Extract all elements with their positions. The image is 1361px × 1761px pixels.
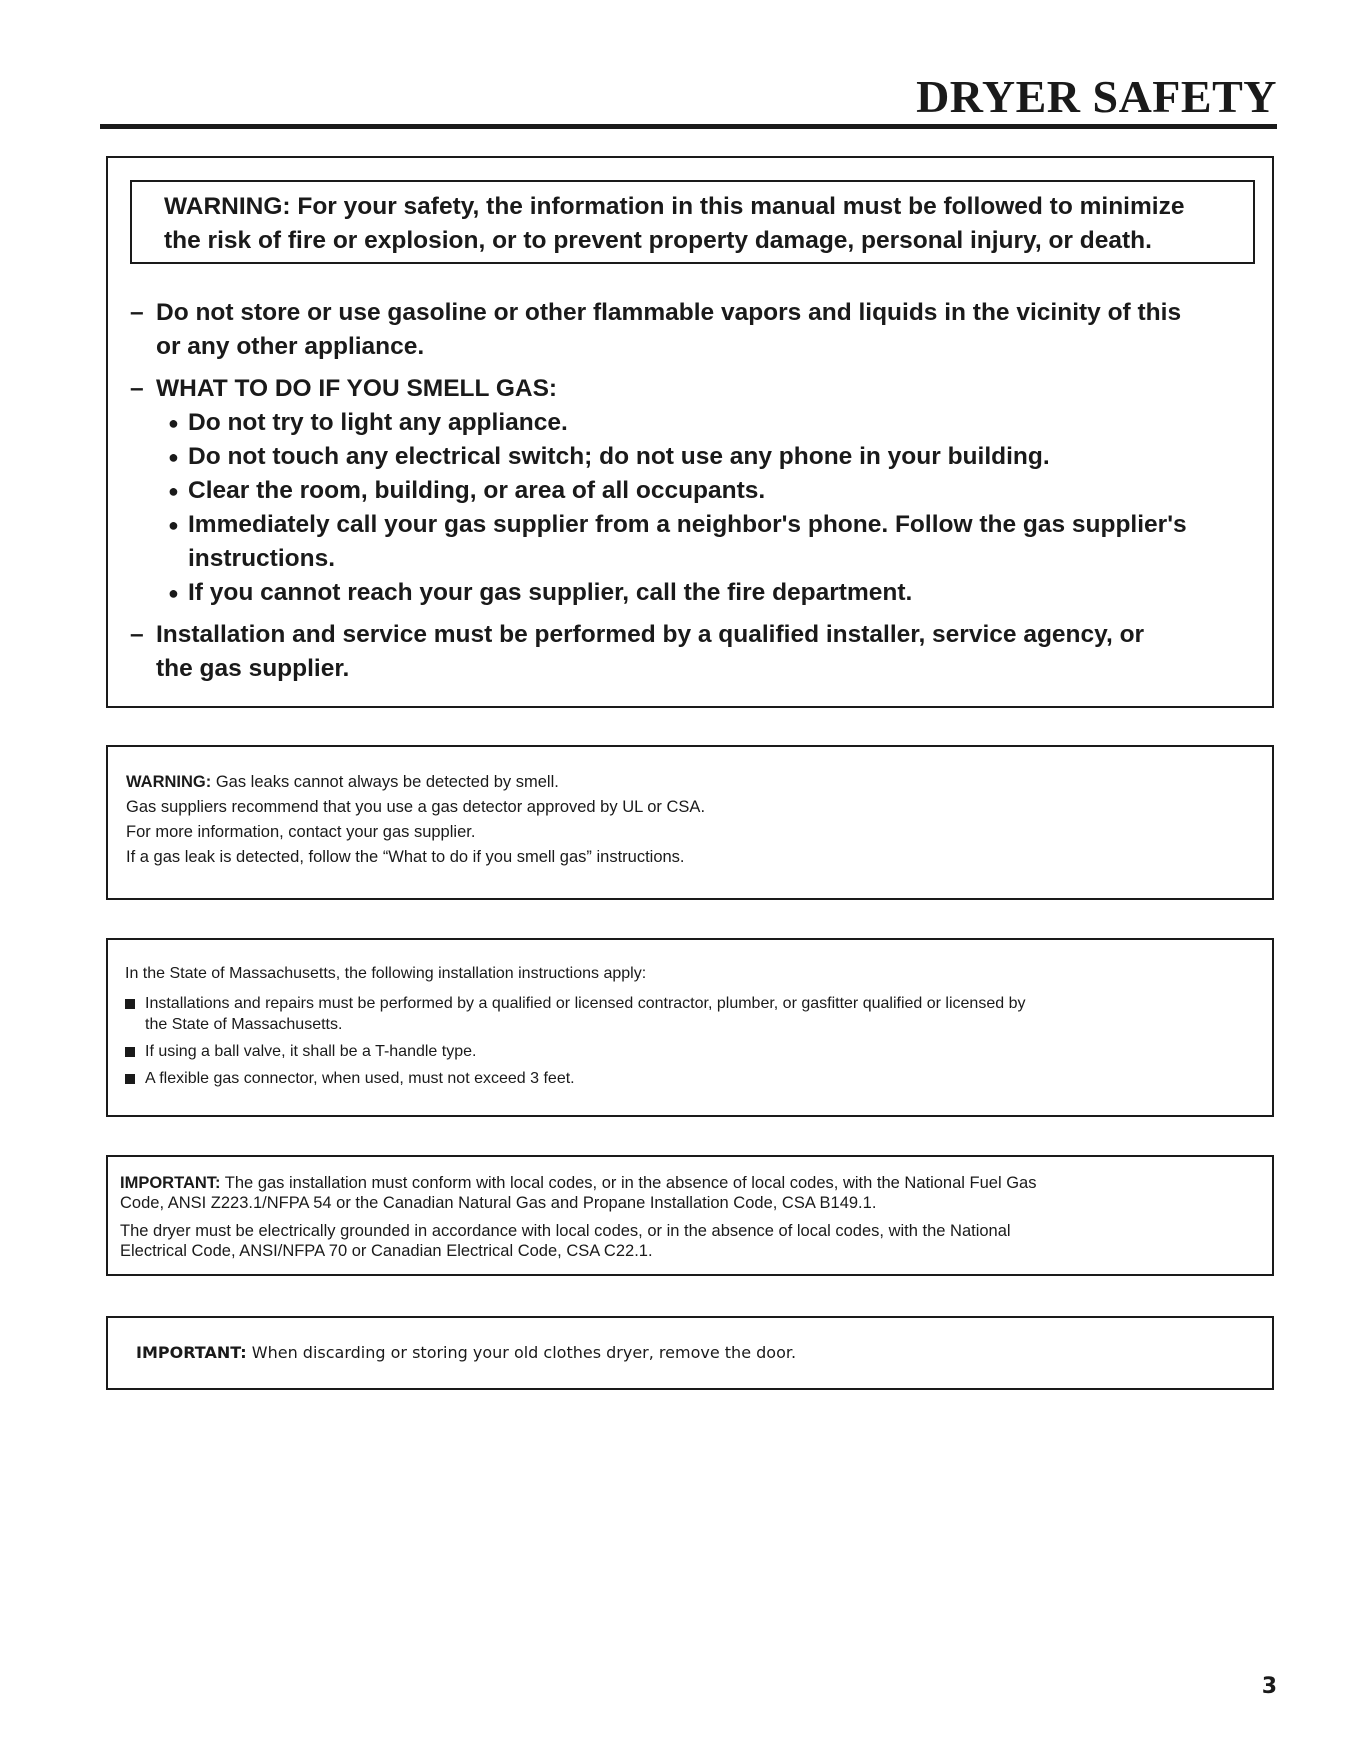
gas-leak-line: For more information, contact your gas supplier. (126, 823, 476, 841)
gas-leak-line (126, 770, 1272, 795)
main-warning-list (130, 296, 1260, 686)
gas-leak-warning-box (106, 745, 1274, 900)
massachusetts-intro: In the State of Massachusetts, the following installation instructions apply: (125, 965, 647, 982)
bullet-dot-icon: ● (168, 447, 179, 467)
gas-leak-text: Gas leaks cannot always be detected by smell. (211, 773, 559, 791)
important-label: IMPORTANT: (120, 1174, 221, 1192)
dash-item-line: Do not store or use gasoline or other flammable vapors and liquids in the vicinity of this (156, 299, 1182, 326)
list-item-line: Installations and repairs must be performed by a qualified or licensed contractor, plumber, or gasfitter qualified or licensed by (145, 995, 1026, 1012)
dash-item-line: the gas supplier. (156, 655, 350, 682)
dash-item-gasoline (130, 296, 1260, 364)
bullet-dot-icon: ● (168, 413, 179, 433)
bullet-item-line: instructions. (188, 545, 336, 572)
bullet-item (156, 508, 1260, 576)
main-warning-box (106, 156, 1274, 708)
inner-warning-line: the risk of fire or explosion, or to prevent property damage, personal injury, or death. (164, 227, 1152, 254)
bullet-item (156, 474, 1260, 508)
bullet-item-line: Do not touch any electrical switch; do not use any phone in your building. (188, 443, 1050, 470)
bullet-item (156, 406, 1260, 440)
important-label: IMPORTANT: (136, 1343, 247, 1362)
dash-item-smell-gas (130, 372, 1260, 610)
codes-box (106, 1155, 1274, 1276)
bullet-item-line: Do not try to light any appliance. (188, 409, 568, 436)
gas-leak-line: If a gas leak is detected, follow the “What to do if you smell gas” instructions. (126, 848, 685, 866)
dash-marker: – (130, 375, 144, 402)
warning-label: WARNING: (126, 773, 212, 791)
title-rule (100, 124, 1277, 129)
bullet-item-line: If you cannot reach your gas supplier, call the fire department. (188, 579, 913, 606)
dash-item-line: or any other appliance. (156, 333, 425, 360)
list-item (125, 1041, 1272, 1062)
door-text: When discarding or storing your old clothes dryer, remove the door. (246, 1343, 797, 1362)
page-number: 3 (1261, 1674, 1277, 1699)
smell-gas-bullet-list (156, 406, 1260, 610)
codes-paragraph (120, 1173, 1272, 1213)
bullet-dot-icon: ● (168, 515, 179, 535)
square-bullet-icon (125, 1047, 135, 1057)
codes-line (120, 1173, 1272, 1193)
gas-leak-line: Gas suppliers recommend that you use a gas detector approved by UL or CSA. (126, 798, 706, 816)
list-item (125, 993, 1272, 1035)
bullet-item-line: Clear the room, building, or area of all occupants. (188, 477, 766, 504)
codes-paragraph (120, 1221, 1272, 1261)
dash-item-line: Installation and service must be performed by a qualified installer, service agency, or (156, 621, 1145, 648)
codes-line: The dryer must be electrically grounded in accordance with local codes, or in the absence of local codes, with the National (120, 1222, 1011, 1240)
list-item (125, 1068, 1272, 1089)
page-title: DRYER SAFETY (916, 71, 1277, 122)
dash-item-installation (130, 618, 1260, 686)
codes-line: Electrical Code, ANSI/NFPA 70 or Canadian Electrical Code, CSA C22.1. (120, 1242, 653, 1260)
door-box (106, 1316, 1274, 1390)
list-item-line: the State of Massachusetts. (145, 1016, 343, 1033)
codes-text: The gas installation must conform with local codes, or in the absence of local codes, with the National Fuel Gas (220, 1174, 1037, 1192)
dash-marker: – (130, 299, 144, 326)
bullet-item-line: Immediately call your gas supplier from a neighbor's phone. Follow the gas supplier's (188, 511, 1187, 538)
square-bullet-icon (125, 1074, 135, 1084)
list-item-line: A flexible gas connector, when used, must not exceed 3 feet. (145, 1070, 575, 1087)
smell-gas-heading: WHAT TO DO IF YOU SMELL GAS: (156, 375, 558, 402)
bullet-item (156, 576, 1260, 610)
dash-marker: – (130, 621, 144, 648)
bullet-dot-icon: ● (168, 481, 179, 501)
massachusetts-box (106, 938, 1274, 1117)
inner-warning-box (130, 180, 1255, 264)
bullet-dot-icon: ● (168, 583, 179, 603)
inner-warning-line: WARNING: For your safety, the information in this manual must be followed to minimize (164, 193, 1185, 220)
bullet-item (156, 440, 1260, 474)
square-bullet-icon (125, 999, 135, 1009)
codes-line: Code, ANSI Z223.1/NFPA 54 or the Canadian Natural Gas and Propane Installation Code, CSA B149.1. (120, 1194, 877, 1212)
list-item-line: If using a ball valve, it shall be a T-handle type. (145, 1043, 477, 1060)
